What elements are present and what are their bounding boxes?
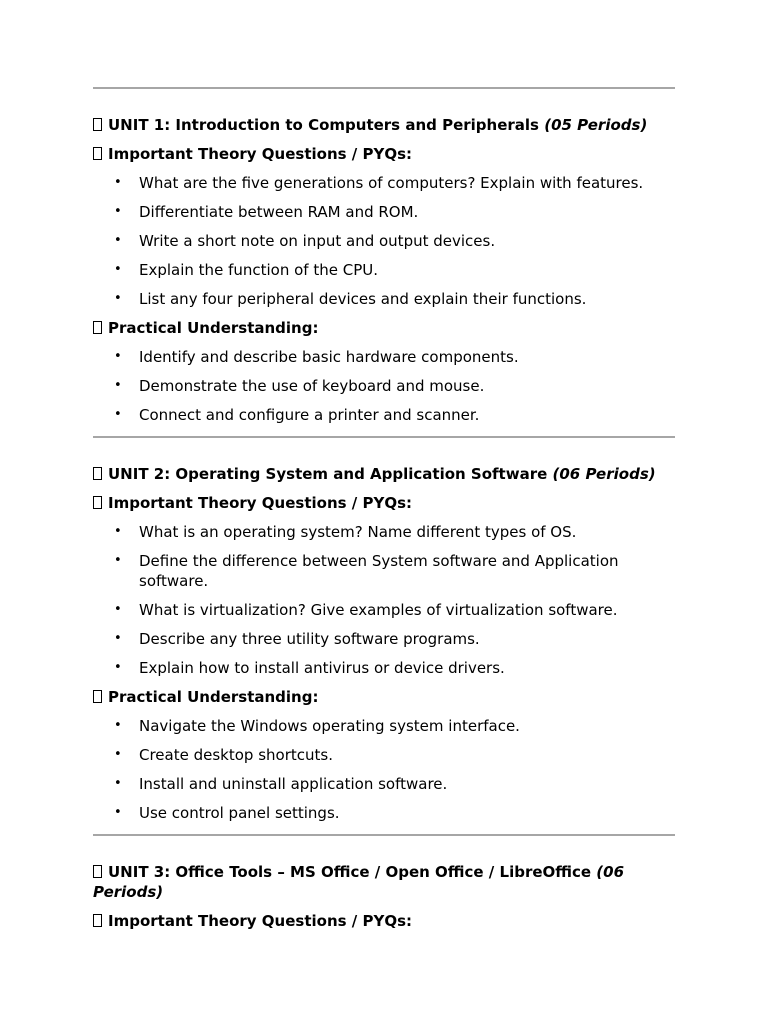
list-item: • Explain the function of the CPU. bbox=[114, 261, 378, 279]
unit-periods: (06 Periods) bbox=[552, 465, 656, 483]
unit-title: UNIT 3: Office Tools – MS Office / Open Office / LibreOffice (06 Periods) bbox=[93, 863, 625, 901]
list-item: • Describe any three utility software programs. bbox=[114, 630, 480, 648]
list-item: • Navigate the Windows operating system interface. bbox=[114, 717, 520, 735]
theory-heading: Important Theory Questions / PYQs: bbox=[93, 493, 675, 513]
unit-3-section bbox=[93, 862, 675, 931]
square-glyph-icon bbox=[93, 321, 102, 334]
list-item: • Write a short note on input and output devices. bbox=[114, 232, 496, 250]
list-item: • Create desktop shortcuts. bbox=[114, 746, 333, 764]
list-item: • Explain how to install antivirus or device drivers. bbox=[114, 659, 505, 677]
list-item: • What is virtualization? Give examples of virtualization software. bbox=[114, 601, 618, 619]
practical-heading: Practical Understanding: bbox=[93, 318, 675, 338]
practical-list bbox=[93, 716, 675, 823]
list-item: • Define the difference between System software and Application software. bbox=[114, 552, 619, 590]
unit-2-section bbox=[93, 464, 675, 823]
theory-list bbox=[93, 522, 675, 678]
unit-title: UNIT 2: Operating System and Application Software (06 Periods) bbox=[93, 464, 675, 484]
practical-heading: Practical Understanding: bbox=[93, 687, 675, 707]
list-item: • Demonstrate the use of keyboard and mouse. bbox=[114, 377, 485, 395]
practical-list bbox=[93, 347, 675, 425]
list-item: • Identify and describe basic hardware components. bbox=[114, 348, 519, 366]
document-page bbox=[93, 0, 675, 931]
unit-1-section bbox=[93, 115, 675, 425]
theory-list bbox=[93, 173, 675, 309]
square-glyph-icon bbox=[93, 865, 102, 878]
theory-heading: Important Theory Questions / PYQs: bbox=[93, 144, 675, 164]
square-glyph-icon bbox=[93, 147, 102, 160]
square-glyph-icon bbox=[93, 118, 102, 131]
square-glyph-icon bbox=[93, 914, 102, 927]
list-item: • What is an operating system? Name different types of OS. bbox=[114, 523, 577, 541]
unit-periods: (06 Periods) bbox=[93, 863, 625, 901]
square-glyph-icon bbox=[93, 496, 102, 509]
list-item: • List any four peripheral devices and explain their functions. bbox=[114, 290, 587, 308]
unit-title: UNIT 1: Introduction to Computers and Peripherals (05 Periods) bbox=[93, 115, 675, 135]
list-item: • Differentiate between RAM and ROM. bbox=[114, 203, 419, 221]
list-item: • Install and uninstall application software. bbox=[114, 775, 448, 793]
square-glyph-icon bbox=[93, 467, 102, 480]
list-item: • What are the five generations of computers? Explain with features. bbox=[114, 174, 644, 192]
unit-periods: (05 Periods) bbox=[544, 116, 648, 134]
square-glyph-icon bbox=[93, 690, 102, 703]
theory-heading: Important Theory Questions / PYQs: bbox=[93, 911, 675, 931]
list-item: • Connect and configure a printer and scanner. bbox=[114, 406, 480, 424]
list-item: • Use control panel settings. bbox=[114, 804, 340, 822]
